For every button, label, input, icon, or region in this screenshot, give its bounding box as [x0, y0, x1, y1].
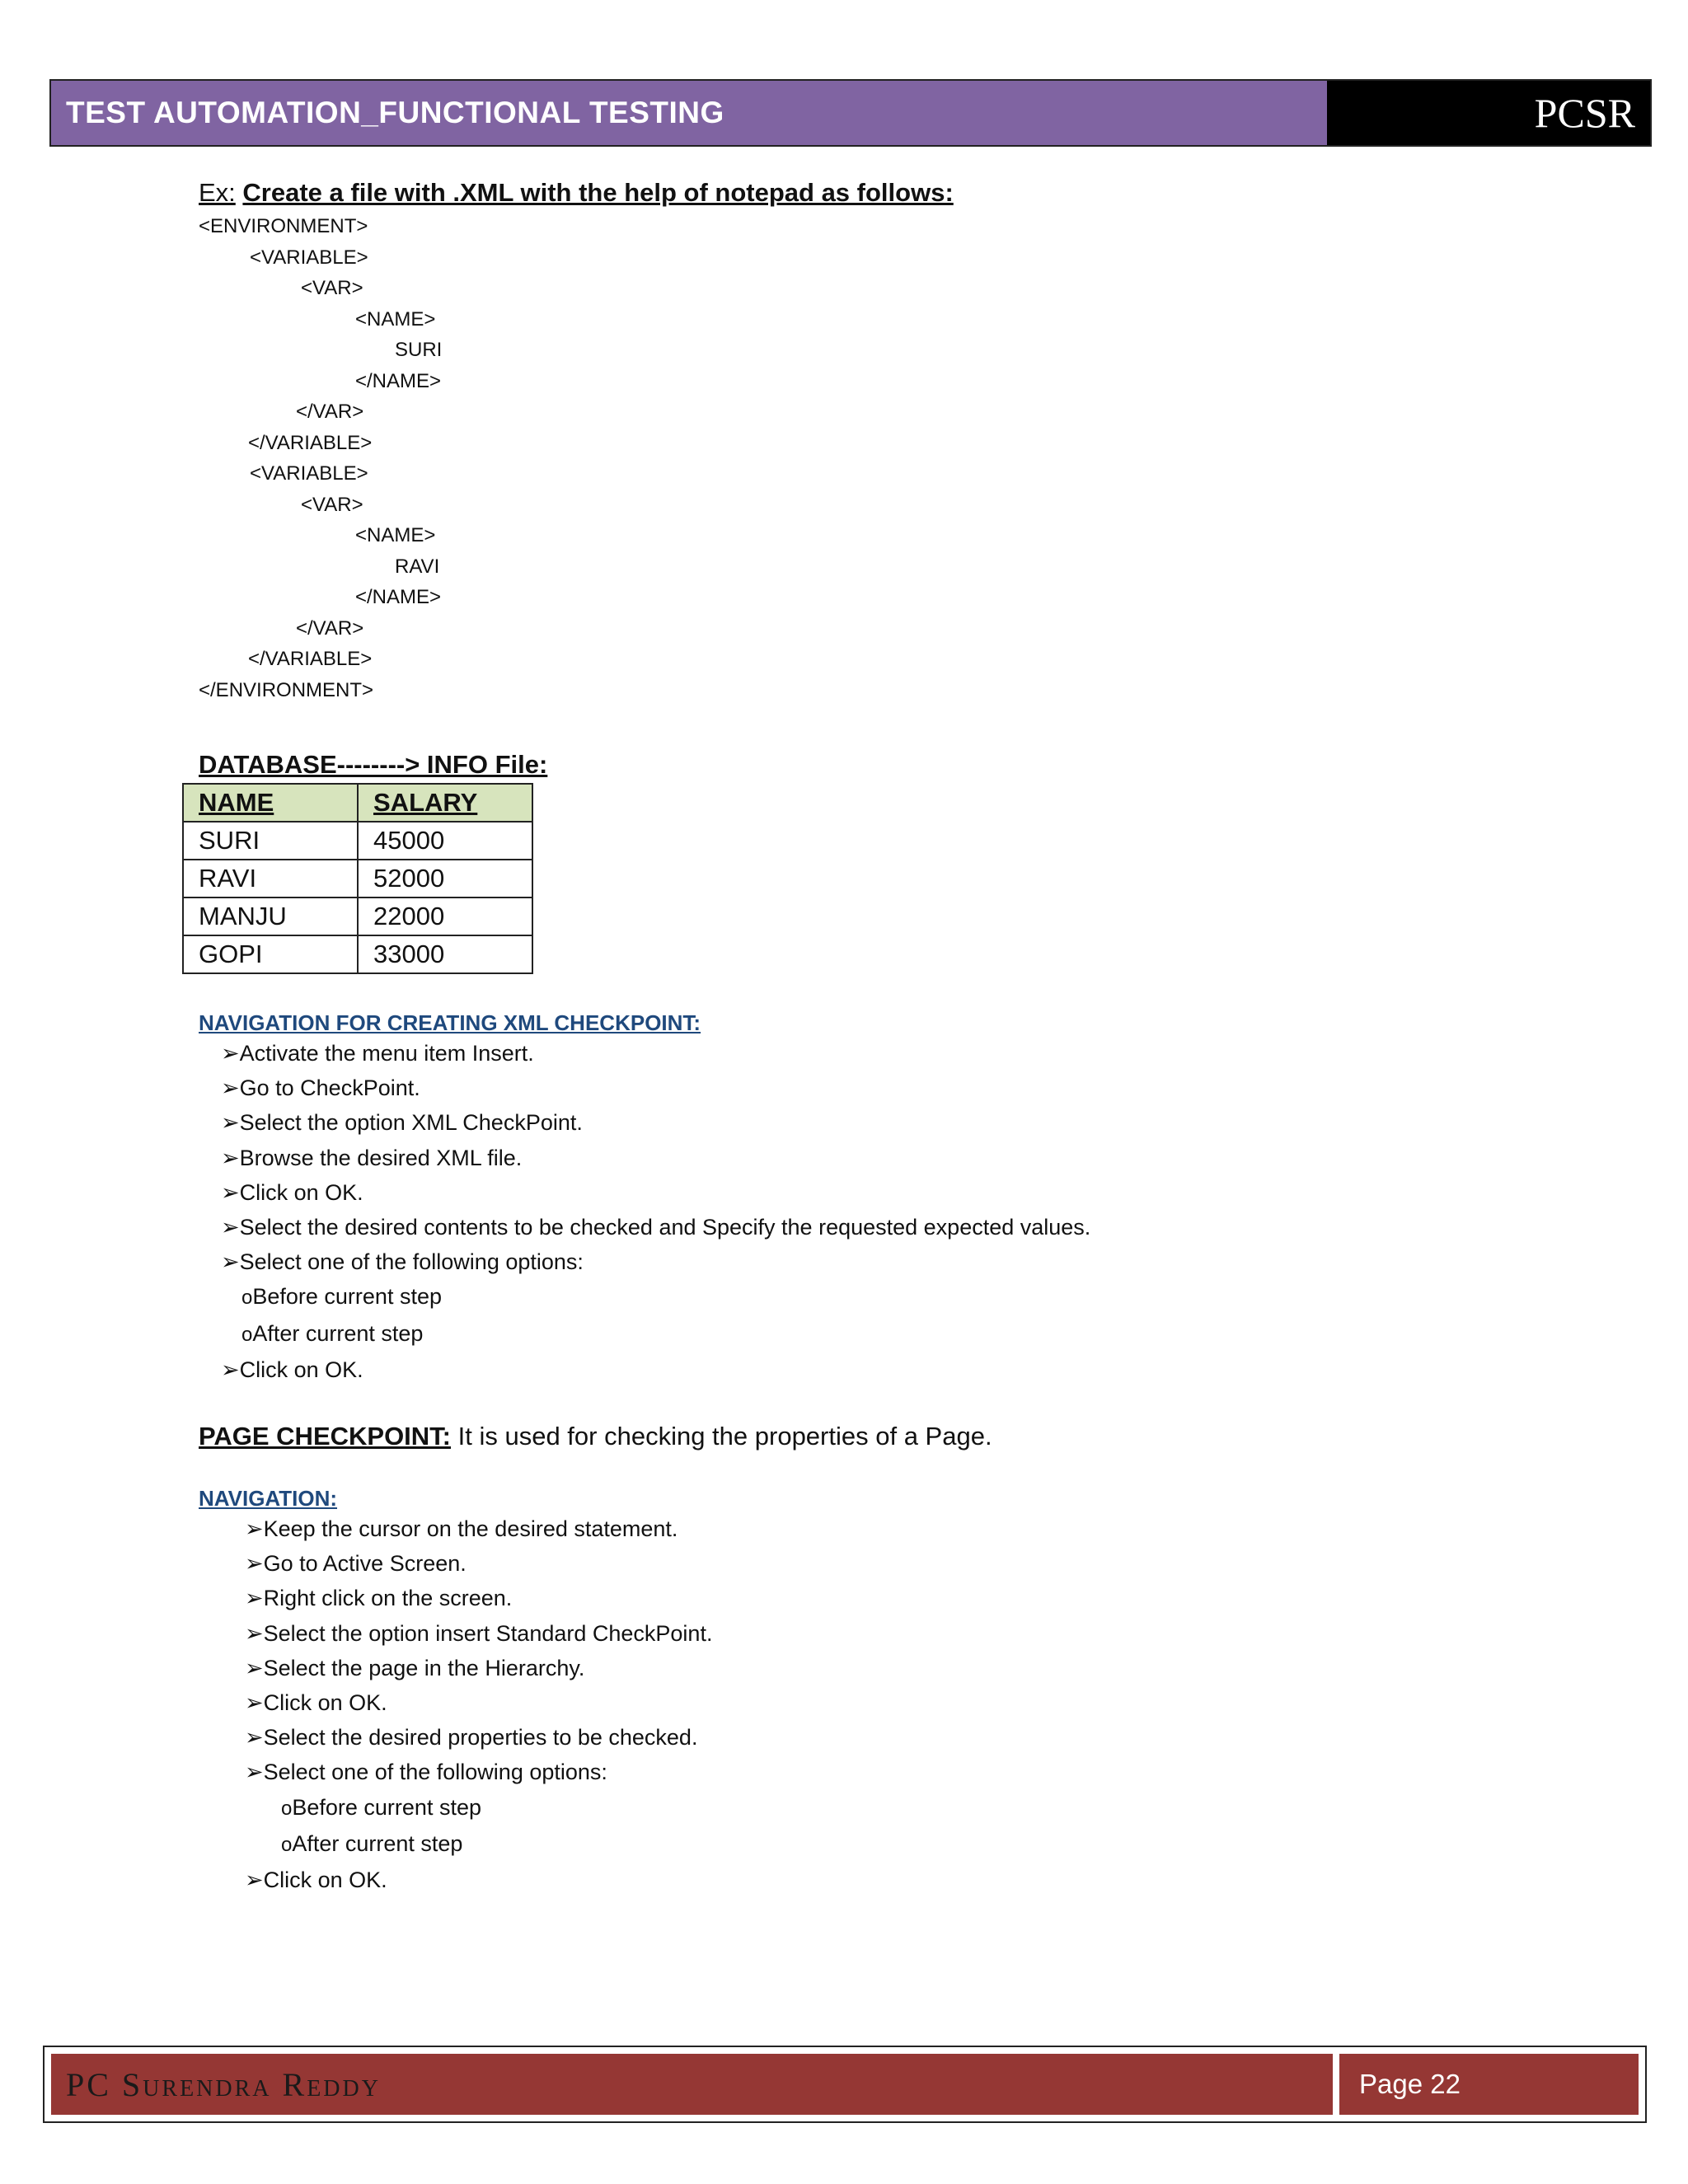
list-item: ➢Select the option XML CheckPoint. — [221, 1110, 583, 1136]
list-item: ➢Keep the cursor on the desired statement. — [245, 1516, 678, 1542]
table-row — [183, 935, 532, 973]
list-item: ➢Select one of the following options: — [221, 1249, 584, 1275]
arrow-bullet-icon: ➢ — [221, 1357, 240, 1382]
circle-bullet-icon: o — [281, 1833, 293, 1856]
xml-line: </VAR> — [296, 401, 364, 423]
table-row — [183, 860, 532, 898]
xml-line: <VAR> — [301, 277, 363, 299]
list-item: ➢Right click on the screen. — [245, 1586, 513, 1611]
table-cell: RAVI — [183, 860, 358, 898]
list-item: ➢Click on OK. — [245, 1690, 387, 1716]
page-content — [199, 178, 1600, 1897]
table-cell: SURI — [183, 822, 358, 860]
xml-line: </VARIABLE> — [248, 648, 373, 670]
table-row — [183, 898, 532, 935]
option-item: oAfter current step — [199, 1826, 1600, 1863]
table-row — [183, 822, 532, 860]
list-item: ➢Select the option insert Standard CheckPoint. — [245, 1620, 713, 1646]
salary-table — [182, 783, 533, 974]
table-cell: 52000 — [358, 860, 532, 898]
list-item: ➢Click on OK. — [221, 1357, 363, 1382]
table-cell: GOPI — [183, 935, 358, 973]
page-header — [49, 79, 1652, 147]
page-checkpoint-text: It is used for checking the properties of a Page. — [451, 1422, 992, 1451]
list-item: ➢Select the desired contents to be checked and Specify the requested expected values. — [221, 1215, 1091, 1240]
xml-line: RAVI — [395, 555, 440, 578]
list-item: ➢Browse the desired XML file. — [221, 1145, 523, 1170]
arrow-bullet-icon: ➢ — [221, 1041, 240, 1066]
footer-author: PC Surendra Reddy — [51, 2054, 1333, 2115]
arrow-bullet-icon: ➢ — [221, 1145, 240, 1170]
option-item: oBefore current step — [199, 1279, 1600, 1315]
list-item: ➢Select the desired properties to be checked. — [245, 1725, 698, 1750]
example-heading — [199, 178, 1600, 208]
example-prefix: Ex: — [199, 178, 236, 207]
xml-line: <VARIABLE> — [250, 246, 368, 269]
xml-code-block — [199, 211, 1600, 705]
arrow-bullet-icon: ➢ — [245, 1586, 264, 1611]
xml-line: </VAR> — [296, 616, 364, 640]
xml-line: </NAME> — [355, 369, 442, 392]
arrow-bullet-icon: ➢ — [221, 1215, 240, 1240]
column-header: SALARY — [358, 784, 532, 822]
list-item: ➢Click on OK. — [221, 1179, 363, 1205]
navigation-title: NAVIGATION: — [199, 1486, 338, 1511]
list-item: ➢Go to CheckPoint. — [221, 1076, 420, 1101]
circle-bullet-icon: o — [281, 1797, 293, 1820]
circle-bullet-icon: o — [241, 1286, 253, 1310]
arrow-bullet-icon: ➢ — [245, 1868, 264, 1893]
page-checkpoint-paragraph — [199, 1422, 1600, 1451]
xml-line: <VAR> — [301, 493, 363, 516]
list-item: ➢Select the page in the Hierarchy. — [245, 1655, 585, 1680]
arrow-bullet-icon: ➢ — [245, 1620, 264, 1646]
xml-line: </NAME> — [355, 586, 442, 608]
list-item: ➢Click on OK. — [245, 1868, 387, 1893]
page-checkpoint-label: PAGE CHECKPOINT: — [199, 1422, 452, 1451]
database-title: DATABASE--------> INFO File: — [199, 750, 548, 779]
example-text: Create a file with .XML with the help of notepad as follows: — [242, 178, 954, 207]
xml-line: <VARIABLE> — [250, 462, 368, 485]
arrow-bullet-icon: ➢ — [245, 1551, 264, 1577]
table-header-row — [183, 784, 532, 822]
table-cell: 22000 — [358, 898, 532, 935]
xml-line: <NAME> — [355, 307, 436, 330]
arrow-bullet-icon: ➢ — [221, 1076, 240, 1101]
list-item: ➢Select one of the following options: — [245, 1760, 607, 1785]
xml-line: <NAME> — [355, 524, 436, 546]
table-cell: 33000 — [358, 935, 532, 973]
table-cell: MANJU — [183, 898, 358, 935]
arrow-bullet-icon: ➢ — [245, 1690, 264, 1716]
table-cell: 45000 — [358, 822, 532, 860]
page-footer — [43, 2046, 1647, 2123]
xml-line: SURI — [395, 339, 443, 361]
xml-line: </ENVIRONMENT> — [199, 678, 374, 701]
list-item: ➢Activate the menu item Insert. — [221, 1041, 534, 1066]
arrow-bullet-icon: ➢ — [221, 1110, 240, 1136]
list-item: ➢Go to Active Screen. — [245, 1551, 467, 1577]
arrow-bullet-icon: ➢ — [245, 1725, 264, 1750]
option-item: oAfter current step — [199, 1316, 1600, 1352]
arrow-bullet-icon: ➢ — [245, 1760, 264, 1785]
column-header: NAME — [183, 784, 358, 822]
xml-line: <ENVIRONMENT> — [199, 215, 368, 237]
arrow-bullet-icon: ➢ — [221, 1179, 240, 1205]
navigation-steps — [199, 1511, 1600, 1897]
xml-checkpoint-title: NAVIGATION FOR CREATING XML CHECKPOINT: — [199, 1010, 701, 1035]
arrow-bullet-icon: ➢ — [245, 1655, 264, 1680]
header-title: TEST AUTOMATION_FUNCTIONAL TESTING — [51, 81, 1327, 145]
arrow-bullet-icon: ➢ — [245, 1516, 264, 1542]
footer-page-number: Page 22 — [1339, 2054, 1639, 2115]
xml-line: </VARIABLE> — [248, 431, 373, 454]
header-brand: PCSR — [1327, 81, 1650, 145]
option-item: oBefore current step — [199, 1790, 1600, 1826]
circle-bullet-icon: o — [241, 1323, 253, 1346]
xml-checkpoint-steps — [199, 1036, 1600, 1387]
arrow-bullet-icon: ➢ — [221, 1249, 240, 1275]
